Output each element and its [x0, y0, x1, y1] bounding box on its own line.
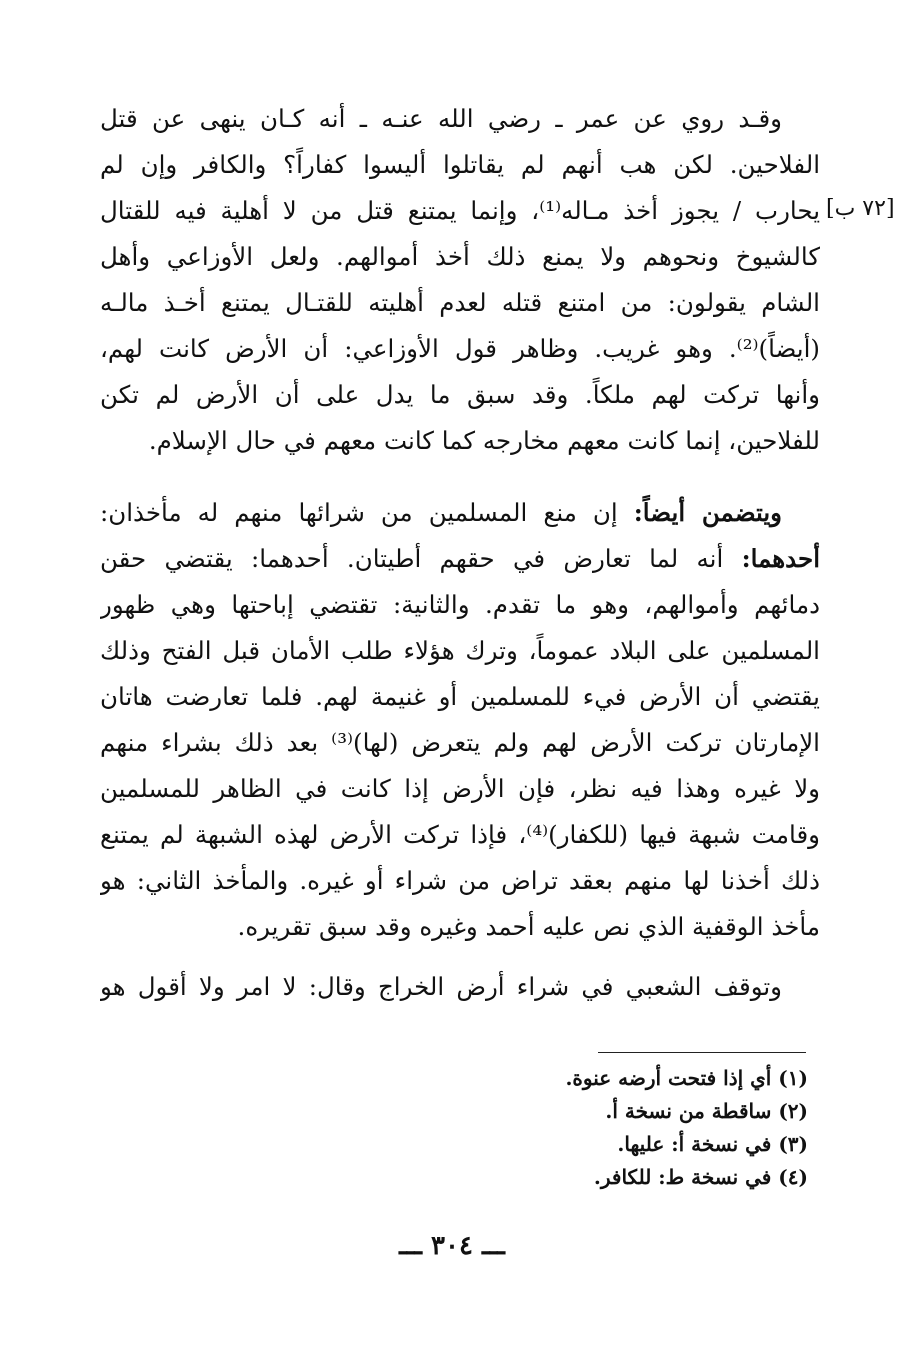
text-line: ولا غيره وهذا فيه نظر، فإن الأرض إذا كانت في الظاهر للمسلمين [100, 774, 820, 803]
footnote-3: (٣) في نسخة أ: عليها. [617, 1132, 808, 1156]
text-line: وقامت شبهة فيها (للكفار)⁽⁴⁾، فإذا تركت الأرض لهذه الشبهة لم يمتنع [100, 820, 820, 849]
folio-margin-note: [٧٢ ب] [826, 196, 895, 221]
lead-rest: إن منع المسلمين من شرائها منهم له مأخذان: [100, 498, 634, 527]
text-line: الإمارتان تركت الأرض لهم ولم يتعرض (لها)⁽³⁾ بعد ذلك بشراء منهم [100, 728, 820, 757]
footnote-1: (١) أي إذا فتحت أرضه عنوة. [565, 1066, 808, 1090]
text-line [100, 536, 820, 582]
paragraph-3 [100, 964, 820, 1010]
footnote-separator [598, 1052, 806, 1053]
footnote-4: (٤) في نسخة ط: للكافر. [593, 1165, 808, 1189]
text-line: (أيضاً)⁽²⁾. وهو غريب. وظاهر قول الأوزاعي: أن الأرض كانت لهم، [100, 334, 820, 363]
page-number: ـــ ٣٠٤ ـــ [399, 1231, 505, 1261]
bold-lead: ويتضمن أيضاً: [633, 498, 783, 527]
text-line: ذلك أخذنا لها منهم بعقد تراض من شراء أو غيره. والمأخذ الثاني: هو [100, 866, 820, 895]
footnotes [400, 1062, 808, 1194]
text-line: كالشيوخ ونحوهم ولا يمنع ذلك أخذ أموالهم. ولعل الأوزاعي وأهل [100, 242, 820, 271]
text-line: مأخذ الوقفية الذي نص عليه أحمد وغيره وقد سبق تقريره. [237, 912, 820, 941]
bold-lead: أحدهما: [741, 544, 820, 573]
text-line: وتوقف الشعبي في شراء أرض الخراج وقال: لا امر ولا أقول هو [100, 972, 782, 1001]
text-line: يقتضي أن الأرض فيء للمسلمين أو غنيمة لهم. فلما تعارضت هاتان [100, 682, 820, 711]
text-line: وأنها تركت لهم ملكاً. وقد سبق ما يدل على أن الأرض لم تكن [100, 380, 820, 409]
text-line [100, 490, 820, 536]
lead-rest: أنه لما تعارض في حقهم أطيتان. أحدهما: يقتضي حقن [100, 544, 742, 573]
text-line: يحارب / يجوز أخذ مـاله⁽¹⁾، وإنما يمتنع قتل من لا أهلية فيه للقتال [100, 196, 820, 225]
text-line: الفلاحين. لكن هب أنهم لم يقاتلوا أليسوا كفاراً؟ والكافر وإن لم [100, 150, 820, 179]
text-line: دمائهم وأموالهم، وهو ما تقدم. والثانية: تقتضي إباحتها وهي ظهور [100, 590, 820, 619]
footnote-2: (٢) ساقطة من نسخة أ. [605, 1099, 808, 1123]
text-line: وقـد روي عن عمر ـ رضي الله عنـه ـ أنه كـان ينهى عن قتل [100, 104, 782, 133]
text-line: الشام يقولون: من امتنع قتله لعدم أهليته للقتـال يمتنع أخـذ مالـه [100, 288, 820, 317]
text-line: للفلاحين، إنما كانت معهم مخارجه كما كانت معهم في حال الإسلام. [148, 426, 820, 455]
paragraph-2 [100, 490, 820, 950]
paragraph-1 [100, 96, 820, 464]
text-line: المسلمين على البلاد عموماً، وترك هؤلاء طلب الأمان قبل الفتح وذلك [100, 636, 820, 665]
